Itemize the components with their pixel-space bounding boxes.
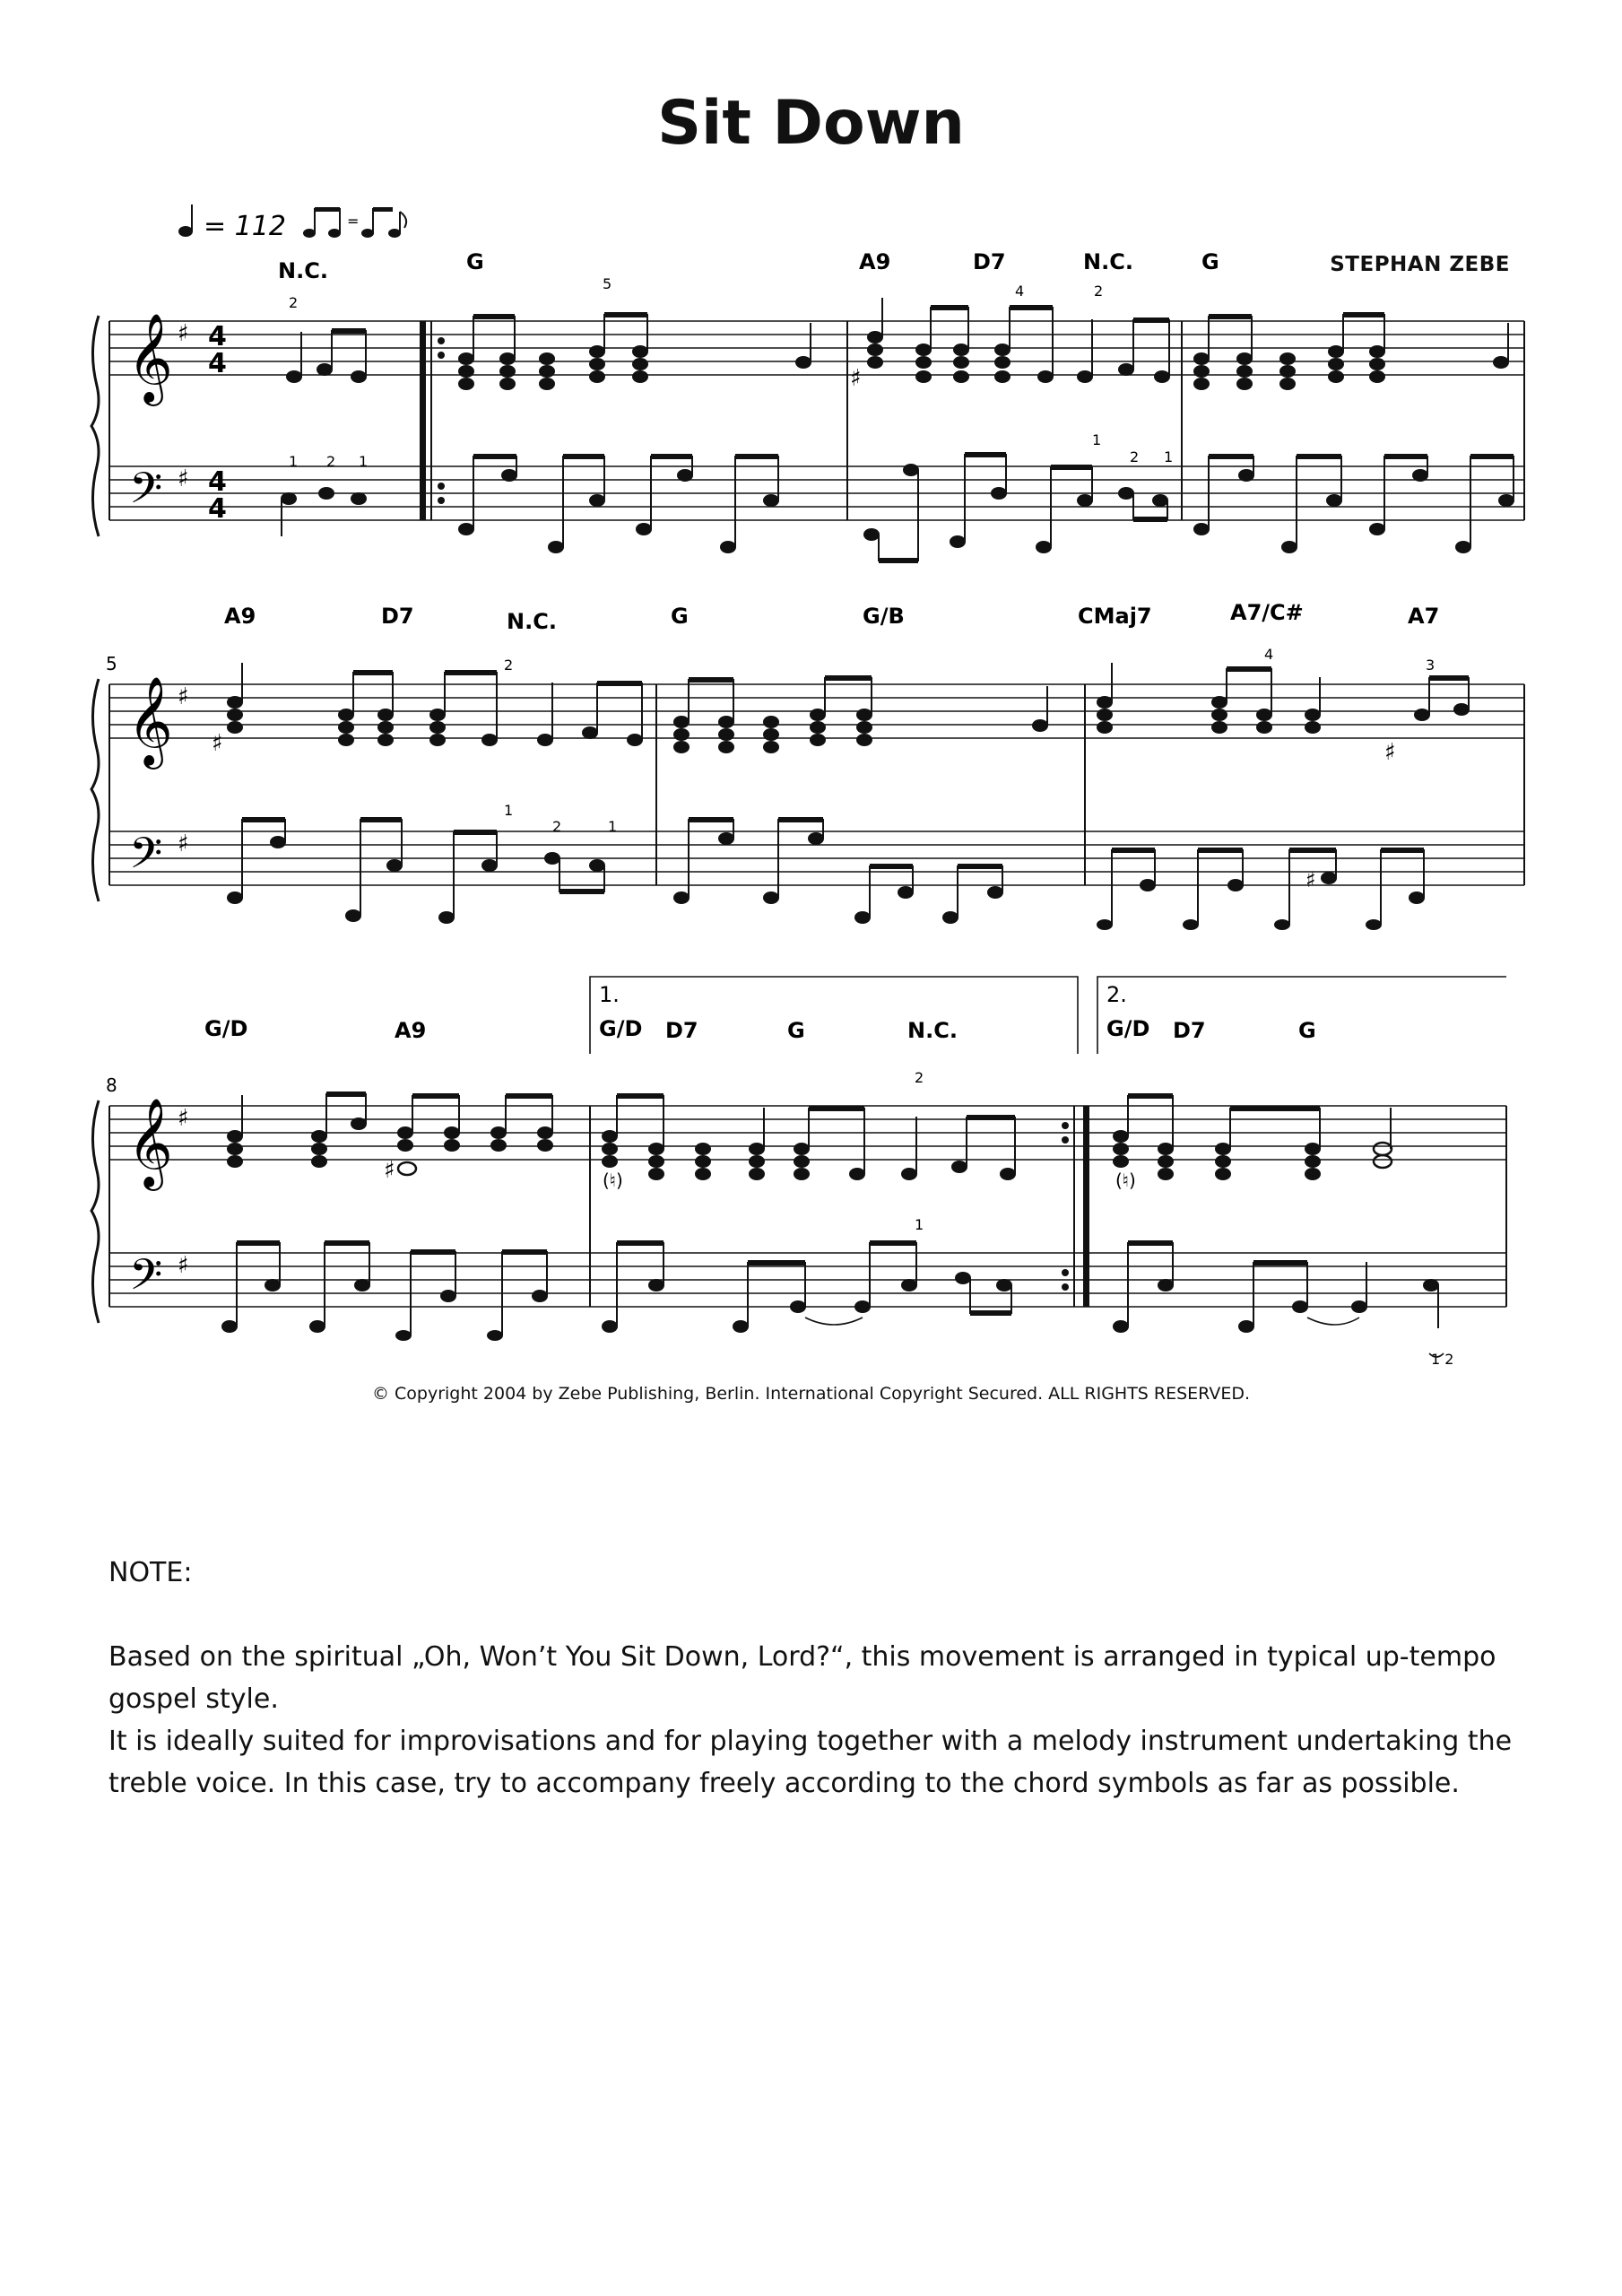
- chord-symbol: N.C.: [907, 1018, 958, 1043]
- sharp-icon: ♯: [178, 1105, 189, 1132]
- chord-symbol: D7: [973, 249, 1006, 274]
- svg-text:(♮): (♮): [1115, 1170, 1136, 1191]
- chord-symbol: N.C.: [507, 609, 557, 634]
- chord-symbol: G: [787, 1018, 805, 1043]
- chord-symbol: G/B: [863, 604, 905, 629]
- quarter-note-icon: [178, 204, 193, 237]
- chord-symbol: A9: [395, 1018, 427, 1043]
- sharp-icon: ♯: [178, 683, 189, 710]
- svg-text:2: 2: [326, 453, 336, 470]
- notes-section: [108, 1552, 1525, 1805]
- svg-text:4: 4: [1015, 283, 1025, 300]
- notes-paragraph: Based on the spiritual „Oh, Won’t You Sit Down, Lord?“, this movement is arranged in typical up-tempo gospel style.: [108, 1641, 1496, 1715]
- svg-text:3: 3: [1426, 657, 1436, 674]
- volta-2: 2.: [1106, 982, 1127, 1007]
- svg-text:1: 1: [504, 802, 514, 819]
- svg-text:= 112: = 112: [204, 211, 286, 242]
- treble-clef-icon: 𝄞: [127, 676, 173, 766]
- chord-symbol: A9: [224, 604, 256, 629]
- brace-icon: [91, 1100, 99, 1323]
- measure-number: 5: [106, 653, 117, 674]
- brace-icon: [91, 316, 99, 536]
- svg-text:1 2: 1 2: [1431, 1351, 1454, 1368]
- svg-text:4: 4: [208, 321, 227, 352]
- svg-text:4: 4: [208, 348, 227, 379]
- svg-text:♯: ♯: [1305, 867, 1316, 892]
- sharp-icon: ♯: [178, 465, 189, 492]
- chord-symbol: N.C.: [1083, 249, 1133, 274]
- bass-clef-icon: 𝄢: [129, 1249, 163, 1310]
- svg-text:2: 2: [1130, 448, 1140, 465]
- chord-symbol: D7: [1173, 1018, 1206, 1043]
- svg-text:♯: ♯: [212, 730, 223, 757]
- chord-symbol: G/D: [599, 1016, 643, 1041]
- chord-symbol: G: [466, 249, 484, 274]
- notes-paragraph: It is ideally suited for improvisations and for playing together with a melody instrument undertaking the treble voice. In this case, try to accompany freely according to the chord symbols as far as possible.: [108, 1726, 1513, 1799]
- svg-text:1: 1: [915, 1216, 924, 1233]
- volta-1: 1.: [599, 982, 620, 1007]
- bass-clef-icon: 𝄢: [129, 463, 163, 524]
- chord-symbol: A7: [1408, 604, 1440, 629]
- svg-text:♯: ♯: [1384, 739, 1396, 766]
- notes-heading: NOTE:: [108, 1557, 193, 1588]
- svg-text:2: 2: [552, 818, 562, 835]
- chord-symbol: D7: [381, 604, 414, 629]
- svg-text:2: 2: [1094, 283, 1104, 300]
- tempo-marking: [175, 199, 426, 248]
- svg-text:1: 1: [1092, 431, 1102, 448]
- svg-text:4: 4: [1264, 646, 1274, 663]
- sharp-icon: ♯: [850, 365, 862, 392]
- chord-symbol: G: [1298, 1018, 1316, 1043]
- time-signature: [208, 321, 227, 525]
- chord-symbol: G/D: [1106, 1016, 1150, 1041]
- svg-text:5: 5: [603, 275, 612, 292]
- music-system-3: [90, 973, 1542, 1368]
- bass-clef-icon: 𝄢: [129, 828, 163, 889]
- svg-text:2: 2: [504, 657, 514, 674]
- sharp-icon: ♯: [178, 831, 189, 857]
- svg-text:1: 1: [608, 818, 618, 835]
- treble-clef-icon: 𝄞: [127, 1098, 173, 1187]
- svg-text:(♮): (♮): [603, 1170, 623, 1191]
- page-title: Sit Down: [657, 88, 965, 159]
- svg-text:1: 1: [289, 453, 299, 470]
- svg-text:=: =: [347, 213, 360, 230]
- treble-clef-icon: 𝄞: [127, 313, 173, 403]
- svg-text:♯: ♯: [384, 1157, 395, 1184]
- svg-text:2: 2: [915, 1069, 924, 1086]
- music-system-2: [90, 596, 1542, 928]
- repeat-start-barline: [420, 321, 426, 520]
- svg-text:4: 4: [208, 493, 227, 525]
- chord-symbol: A7/C#: [1230, 600, 1304, 625]
- chord-symbol: G: [1201, 249, 1219, 274]
- repeat-end-barline: [1083, 1106, 1089, 1307]
- swing-eighths-icon: [303, 207, 406, 238]
- composer-credit: STEPHAN ZEBE: [1330, 253, 1510, 276]
- svg-text:2: 2: [289, 294, 299, 311]
- svg-text:1: 1: [1164, 448, 1174, 465]
- chord-symbol: A9: [859, 249, 891, 274]
- chord-symbol: N.C.: [278, 258, 328, 283]
- measure-number: 8: [106, 1074, 117, 1096]
- copyright-notice: © Copyright 2004 by Zebe Publishing, Berlin. International Copyright Secured. ALL RIGHTS RESERVED.: [371, 1384, 1251, 1404]
- chord-symbol: D7: [665, 1018, 698, 1043]
- music-system-1: [90, 251, 1542, 574]
- sharp-icon: ♯: [178, 1252, 189, 1279]
- svg-text:4: 4: [208, 466, 227, 498]
- chord-symbol: G/D: [204, 1016, 248, 1041]
- svg-text:1: 1: [359, 453, 369, 470]
- chord-symbol: G: [671, 604, 689, 629]
- sharp-icon: ♯: [178, 320, 189, 347]
- brace-icon: [91, 679, 99, 901]
- chord-symbol: CMaj7: [1078, 604, 1152, 629]
